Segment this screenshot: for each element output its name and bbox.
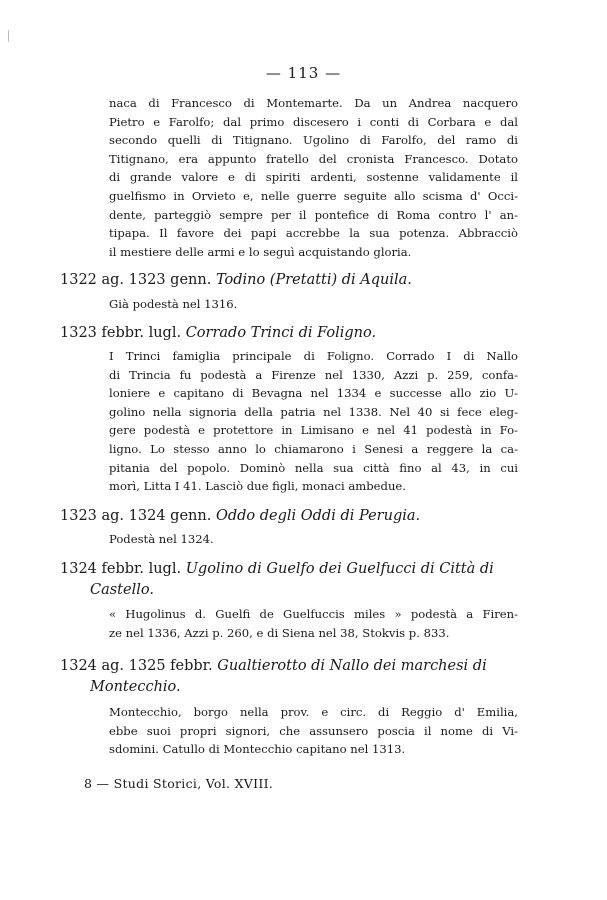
entry-date: 1322 ag. 1323 genn. [60, 272, 212, 288]
entry-name: Corrado Trinci di Foligno. [185, 325, 377, 341]
entry-heading [60, 506, 520, 527]
entry-body [109, 295, 518, 314]
entry-name: Castello. [90, 582, 154, 598]
entry-date: 1324 febbr. lugl. [60, 561, 182, 577]
entry-body [109, 347, 518, 496]
entry-name: Ugolino di Guelfo dei Guelfucci di Città di [185, 561, 494, 577]
entry-body [109, 605, 518, 642]
entry-body-line: Già podestà nel 1316. [109, 297, 238, 311]
entry-body-line: Montecchio, borgo nella prov. e circ. di Reggio d' Emilia, [109, 705, 518, 719]
entry-name: Oddo degli Oddi di Perugia. [215, 508, 421, 524]
intro-line: Titignano, era appunto fratello del cronista Francesco. Dotato [109, 151, 518, 166]
entry-body-line: pitania del popolo. Dominò nella sua città fino al 43, in cui [109, 460, 518, 475]
entry-heading [60, 270, 520, 291]
entry-body [109, 530, 518, 549]
entry-heading [60, 656, 520, 698]
intro-line: naca di Francesco di Montemarte. Da un Andrea nacquero [109, 96, 518, 110]
entry-date: 1323 ag. 1324 genn. [60, 508, 212, 524]
entry-date: 1324 ag. 1325 febbr. [60, 658, 213, 674]
entry-body-line: sdomini. Catullo di Montecchio capitano nel 1313. [109, 742, 406, 757]
intro-line: tipapa. Il favore dei papi accrebbe la sua potenza. Abbracciò [109, 226, 518, 241]
intro-line: dente, parteggiò sempre per il pontefice di Roma contro l' an- [109, 207, 518, 222]
entry-body-line: « Hugolinus d. Guelfi de Guelfuccis miles » podestà a Firen- [109, 607, 518, 621]
entry-date: 1323 febbr. lugl. [60, 325, 182, 341]
entry-body-line: golino nella signoria della patria nel 1338. Nel 40 si fece eleg- [109, 404, 518, 419]
entry-body [109, 703, 518, 759]
entry-body-line: ligno. Lo stesso anno lo chiamarono i Senesi a reggere la ca- [109, 441, 518, 456]
entry-body-line: di Trincia fu podestà a Firenze nel 1330, Azzi p. 259, confa- [109, 367, 518, 382]
entry-body-line: ze nel 1336, Azzi p. 260, e di Siena nel 38, Stokvis p. 833. [109, 625, 450, 640]
entry-body-line: I Trinci famiglia principale di Foligno. Corrado I di Nallo [109, 349, 518, 363]
intro-paragraph [109, 94, 518, 261]
entry-heading [60, 559, 520, 601]
intro-line: di grande valore e di spiriti ardenti, sostenne validamente il [109, 170, 518, 185]
entry-name: Todino (Pretatti) di Aquila. [215, 272, 412, 288]
page-footer: 8 — Studi Storici, Vol. XVIII. [84, 776, 274, 791]
intro-line: guelfismo in Orvieto e, nelle guerre seguite allo scisma d' Occi- [109, 188, 518, 203]
entry-body-line: Podestà nel 1324. [109, 532, 214, 546]
page-number: — 113 — [265, 64, 342, 82]
entry-name: Montecchio. [90, 679, 181, 695]
margin-mark [8, 30, 12, 42]
entry-name: Gualtierotto di Nallo dei marchesi di [217, 658, 487, 674]
entry-body-line: morì, Litta I 41. Lasciò due figli, monaci ambedue. [109, 479, 406, 494]
entry-body-line: ebbe suoi propri signori, che assunsero poscia il nome di Vi- [109, 723, 518, 738]
intro-line: il mestiere delle armi e lo seguì acquistando gloria. [109, 244, 412, 259]
intro-line: Pietro e Farolfo; dal primo discesero i conti di Corbara e dal [109, 114, 518, 129]
entry-heading [60, 323, 520, 344]
entry-body-line: loniere e capitano di Bevagna nel 1334 e successe allo zio U- [109, 386, 518, 401]
intro-line: secondo quelli di Titignano. Ugolino di Farolfo, del ramo di [109, 133, 518, 148]
entry-body-line: gere podestà e protettore in Limisano e nel 41 podestà in Fo- [109, 423, 518, 438]
